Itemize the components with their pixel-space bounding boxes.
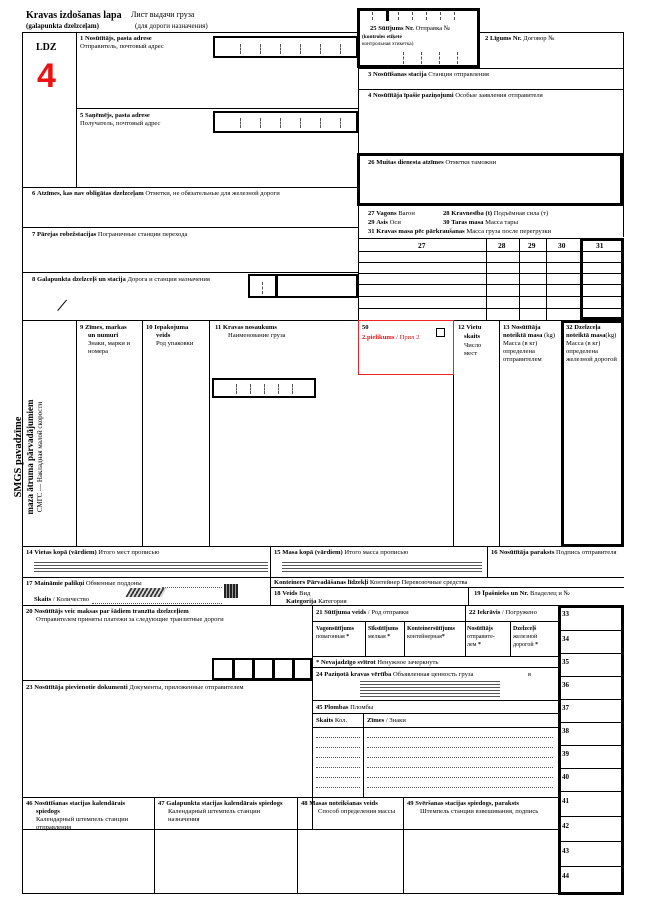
container-icon [224,584,238,598]
field-1-label-ru: Отправитель, почтовый адрес [80,43,164,50]
field-42: 42 [562,822,569,830]
field-13-label-ru3: отправителем [503,356,542,363]
form-subtitle: (galapunkta dzelzceļam) [26,22,99,30]
field-4-label: 4 Nosūtītāja īpašie paziņojumi Особые заявления отправителя [368,92,543,99]
field-13-label-2: noteiktā masa (kg) [503,332,556,339]
pallet-icon [125,588,166,597]
field-46-label: 46 Nosūtīšanas stacijas kalendārais [26,800,126,807]
field-44: 44 [562,872,569,880]
wagon-col-27: 27 [418,241,426,250]
field-47-label: 47 Galapunkta stacijas kalendārais spiedogs [158,800,283,807]
form-title-ru: Лист выдачи груза [131,10,195,19]
field-32-label-ru3: железной дорогой [566,356,617,363]
field-47-label-ru2: назначения [168,816,200,823]
field-36: 36 [562,681,569,689]
field-23-label: 23 Nosūtītāja pievienotie dokumenti Документы, приложенные отправителем [26,684,244,691]
field-50-label: 2.pielikums / Прил 2 [362,334,420,341]
field-5-label-ru: Получатель, почтовый адрес [80,120,161,127]
field-13-label-ru2: определена [503,348,535,355]
field-10-label-ru: Род упаковки [156,340,194,347]
field-37: 37 [562,704,569,712]
field-12-label: 12 Vietu [458,324,482,331]
field-14-label: 14 Vietas kopā (vārdiem) Итого мест прописью [26,549,160,556]
field-46-label-2: spiedogs [36,808,60,815]
field-46-label-ru: Календарный штемпель станции [36,816,129,823]
field-40: 40 [562,773,569,781]
kind-wagon[interactable]: Vagonsūtījums повагонная * [316,626,355,640]
field-43: 43 [562,847,569,855]
field-48-label-ru: Способ определения массы [318,808,396,815]
field-9-label-ru2: номера [88,348,109,355]
field-39: 39 [562,750,569,758]
field-25-label: 25 Sūtījums Nr. Отправка № [370,25,451,32]
field-33: 33 [562,610,569,618]
footnote: * Nevajadzīgo svītrot Ненужное зачеркнуть [316,659,439,666]
field-49-label-ru: Штемпель станции взвешивания, подпись [420,808,539,815]
field-45-qty: Skaits Кол. [316,717,348,724]
field-3-label: 3 Nosūtīšanas stacija Станция отправления [368,71,489,78]
field-1-label: 1 Nosūtītājs, pasta adrese [80,35,152,42]
kind-railway[interactable]: Dzelzceļš железной дорогой * [513,626,539,648]
field-8-label: 8 Galapunkta dzelzceļš un stacija Дорога и станция назначения [32,276,210,283]
field-47-label-ru: Календарный штемпель станции [168,808,261,815]
field-32-label: 32 Dzelzceļa [566,324,601,331]
field-9-label-ru: Знаки, марки и [88,340,131,347]
wagon-col-31: 31 [596,241,604,250]
form-title: Kravas izdošanas lapa [26,10,122,21]
sheet-number: 4 [37,57,56,95]
container-label: Konteiners Pārvadāšanas līdzekļi Контейнер Перевозочные средства [274,579,468,586]
field-18-label: 18 Veids Вид [274,590,311,597]
field-16-label: 16 Nosūtītāja paraksts Подпись отправителя [491,549,617,556]
field-50-number: 50 [362,324,369,331]
field-32-label-ru2: определена [566,348,598,355]
field-13-label: 13 Nosūtītāja [503,324,541,331]
field-28-label: 28 Kravnesība (t) Подъёмная сила (т) [443,210,549,217]
field-30-label: 30 Taras masa Масса тары [443,219,519,226]
field-26-label: 26 Muitas dienesta atzīmes Отметки таможни [368,159,497,166]
field-34: 34 [562,635,569,643]
field-9-label-2: un numuri [88,332,119,339]
field-24-label: 24 Paziņotā kravas vērtība Объявленная ценность груза [316,671,474,678]
field-29-label: 29 Asis Оси [368,219,401,226]
field-41: 41 [562,797,569,805]
field-31-label: 31 Kravas masa pēc pārkraušanas Масса груза после перегрузки [368,228,552,235]
field-15-label: 15 Masa kopā (vārdiem) Итого масса прописью [274,549,409,556]
field-12-label-ru2: мест [464,350,478,357]
field-18-category: Kategorija Категория [286,598,347,605]
field-27-label: 27 Vagons Вагон [368,210,415,217]
field-25-sub2: контрольная этикетка) [362,41,414,47]
field-21-label: 21 Sūtījuma veids / Род отправки [316,609,409,616]
field-35: 35 [562,658,569,666]
field-11-label: 11 Kravas nosaukums [215,324,277,331]
slash-mark [57,300,68,312]
field-20-code-box[interactable] [212,658,312,680]
field-7-label: 7 Pārejas robežstacijas Пограничные станции перехода [32,231,188,238]
field-12-label-ru: Число [464,342,482,349]
kind-small[interactable]: Sīksūtījums мелкая * [368,626,399,640]
field-10-label: 10 Iepakojuma [146,324,189,331]
field-32-label-2: noteiktā masa(kg) [566,332,617,339]
field-9-label: 9 Zīmes, markas [80,324,127,331]
field-10-label-2: veids [156,332,171,339]
field-50-checkbox[interactable] [436,328,445,337]
wagon-col-28: 28 [498,241,506,250]
field-22-label: 22 Iekrāvis / Погружено [469,609,537,616]
field-1-code-box[interactable] [213,36,358,58]
field-19-label: 19 Īpašnieks un Nr. Владелец и № [474,590,570,597]
field-11-label-ru: Наименование груза [228,332,286,339]
field-48-label: 48 Masas noteikšanas veids [301,800,378,807]
field-25-sub1: (kontroles etiķete [362,34,402,40]
form-subtitle-ru: (для дороги назначения) [135,22,208,30]
carrier-code: LDZ [36,42,57,53]
field-6-label: 6 Atzīmes, kas nav obligātas dzelzceļam Отметки, не обязательные для железной дороги [32,190,280,197]
field-38: 38 [562,727,569,735]
wagon-col-29: 29 [528,241,536,250]
kind-container[interactable]: Konteinersūtījums контейнерная* [407,626,455,640]
field-45-marks: Zīmes / Знаки [367,717,406,724]
field-8-code-box[interactable] [248,274,358,298]
field-5-code-box[interactable] [213,111,358,133]
field-45-label: 45 Plombas Пломбы [316,704,374,711]
field-46-label-ru2: отправления [36,824,72,831]
field-32-label-ru: Масса (в кг) [566,340,601,347]
field-20-label: 20 Nosūtītājs veic maksas par šādiem tranzīta dzelzceļiem [26,608,189,615]
field-24-unit: в [528,671,532,678]
side-title: SMGS pavadzīme maza ātruma pārvadājumiem СМГС — Накладная малой скорости [13,399,44,515]
field-20-label-ru: Отправителем приняты платежи за следующие транзитные дороги [36,616,224,623]
field-12-label-2: skaits [464,333,481,340]
field-49-label: 49 Svēršanas stacijas spiedogs, paraksts [407,800,519,807]
field-17-label: 17 Maināmie palikņi Обменные поддоны [26,580,142,587]
field-13-label-ru: Масса (в кг) [503,340,538,347]
field-2-label: 2 Līgums Nr. Договор № [485,35,555,42]
field-5-label: 5 Saņēmējs, pasta adrese [80,112,150,119]
wagon-col-30: 30 [558,241,566,250]
field-17-qty: Skaits / Количество [34,596,90,603]
kind-sender[interactable]: Nosūtītājs отправите- лем * [467,626,495,648]
